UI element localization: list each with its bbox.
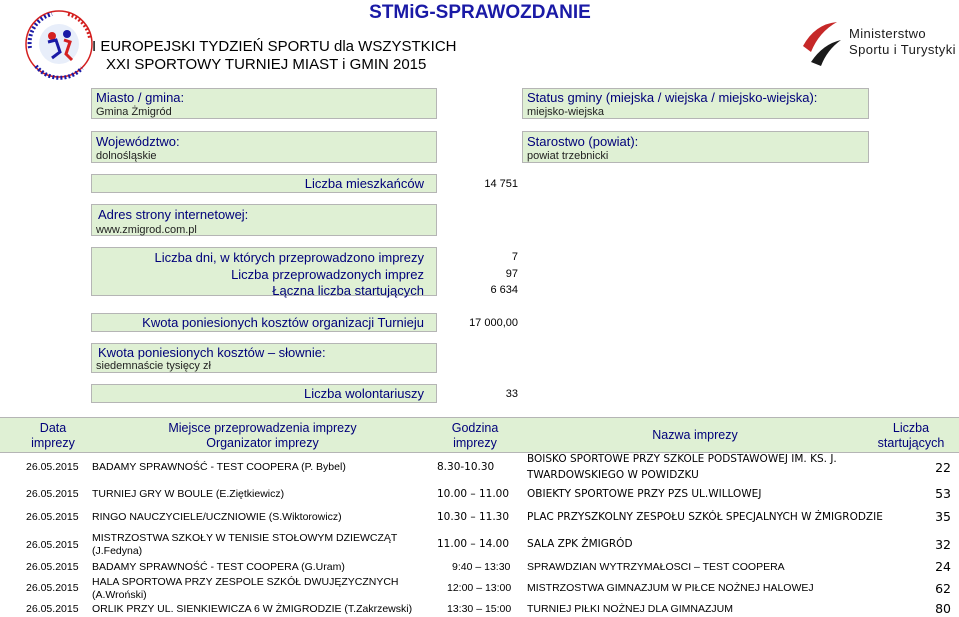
ministry-name-line1: Ministerstwo [849,26,927,41]
cost-box [91,313,437,332]
row-count: 24 [935,559,951,574]
population-label: Liczba mieszkańców [304,176,424,191]
county-label: Starostwo (powiat): [527,134,639,149]
cost-value: 17 000,00 [469,317,518,329]
participants-label: Łączna liczba startujących [272,283,424,298]
row-place: RINGO NAUCZYCIELE/UCZNIOWIE (S.Wiktorowicz) [92,511,342,523]
status-box [522,88,869,119]
cost-label: Kwota poniesionych kosztów organizacji Turnieju [142,315,424,330]
col-name-header: Nazwa imprezy [652,428,738,442]
volunteers-value: 33 [505,388,518,400]
row-place-line2: (A.Wroński) [92,589,147,601]
row-name: TURNIEJ PIŁKI NOŻNEJ DLA GIMNAZJUM [527,603,733,615]
row-date: 26.05.2015 [26,461,79,473]
row-date: 26.05.2015 [26,582,79,594]
col-place-header: Miejsce przeprowadzenia imprezy Organizator imprezy [168,421,357,450]
row-date: 26.05.2015 [26,603,79,615]
event-subtitle: XXI SPORTOWY TURNIEJ MIAST i GMIN 2015 [106,56,427,73]
population-value: 14 751 [484,178,518,190]
col-date-header: Data imprezy [31,421,75,450]
voivodeship-box [91,131,437,163]
volunteers-box [91,384,437,403]
status-label: Status gminy (miejska / wiejska / miejsko-wiejska): [527,90,818,105]
row-name: SPRAWDZIAN WYTRZYMAŁOSCI – TEST COOPERA [527,561,785,573]
row-name: SALA ZPK ŻMIGRÓD [527,538,633,550]
row-place: TURNIEJ GRY W BOULE (E.Ziętkiewicz) [92,488,285,500]
days-label: Liczba dni, w których przeprowadzono imprezy [154,250,424,265]
website-box [91,204,437,236]
row-place: BADAMY SPRAWNOŚĆ - TEST COOPERA (P. Bybel) [92,461,346,473]
events-table-header [0,417,959,453]
ministry-logo [797,18,957,68]
status-value: miejsko-wiejska [527,106,605,118]
city-value: Gmina Żmigród [96,106,172,118]
row-count: 32 [935,537,951,552]
row-count: 80 [935,601,951,616]
row-time: 13:30 – 15:00 [447,603,512,615]
row-name: BOISKO SPORTOWE PRZY SZKOLE PODSTAWOWEJ IM. KS. J. [527,453,837,465]
row-time: 10.00 – 11.00 [437,488,510,500]
county-value: powiat trzebnicki [527,150,609,162]
population-box [91,174,437,193]
events-value: 97 [505,268,518,280]
days-value: 7 [511,251,518,263]
row-time: 10.30 – 11.30 [437,511,510,523]
row-name-line2: TWARDOWSKIEGO W POWIDZKU [527,469,699,481]
row-time: 8.30-10.30 [437,461,495,473]
event-title: I EUROPEJSKI TYDZIEŃ SPORTU dla WSZYSTKICH [92,38,457,55]
row-name: OBIEKTY SPORTOWE PRZY PZS UL.WILLOWEJ [527,488,762,500]
col-time-header: Godzina imprezy [451,421,499,450]
website-value[interactable]: www.zmigrod.com.pl [96,224,197,236]
col-count-header: Liczba startujących [877,421,945,450]
row-count: 35 [935,509,951,524]
federation-logo-icon [22,8,96,80]
row-date: 26.05.2015 [26,488,79,500]
voivodeship-value: dolnośląskie [96,150,157,162]
row-place: ORLIK PRZY UL. SIENKIEWICZA 6 W ŻMIGRODZIE (T.Zakrzewski) [92,603,413,615]
participants-value: 6 634 [490,284,518,296]
cost-words-box [91,343,437,373]
stats-box [91,247,437,296]
events-label: Liczba przeprowadzonych imprez [231,267,424,282]
volunteers-label: Liczba wolontariuszy [304,386,424,401]
row-count: 22 [935,460,951,475]
cost-words-label: Kwota poniesionych kosztów – słownie: [98,345,326,360]
row-place-line2: (J.Fedyna) [92,545,143,557]
row-place: HALA SPORTOWA PRZY ZESPOLE SZKÓŁ DWUJĘZYCZNYCH [92,576,399,588]
row-count: 53 [935,486,951,501]
ministry-name-line2: Sportu i Turystyki [849,42,956,57]
row-date: 26.05.2015 [26,539,79,551]
row-place: MISTRZOSTWA SZKOŁY W TENISIE STOŁOWYM DZIEWCZĄT [92,532,398,544]
voivodeship-label: Województwo: [96,134,180,149]
row-name: MISTRZOSTWA GIMNAZJUM W PIŁCE NOŻNEJ HALOWEJ [527,582,814,594]
county-box [522,131,869,163]
row-time: 11.00 – 14.00 [437,538,510,550]
row-count: 62 [935,581,951,596]
row-name: PLAC PRZYSZKOLNY ZESPOŁU SZKÓŁ SPECJALNYCH W ŻMIGRODZIE [527,511,883,523]
row-date: 26.05.2015 [26,511,79,523]
website-label: Adres strony internetowej: [98,207,249,222]
report-title: STMiG-SPRAWOZDANIE [369,2,591,23]
city-label: Miasto / gmina: [96,90,185,105]
row-time: 12:00 – 13:00 [447,582,512,594]
ministry-emblem-icon [797,18,845,68]
cost-words-value: siedemnaście tysięcy zł [96,360,211,372]
city-box [91,88,437,119]
row-time: 9:40 – 13:30 [452,561,511,573]
row-place: BADAMY SPRAWNOŚĆ - TEST COOPERA (G.Uram) [92,561,345,573]
row-date: 26.05.2015 [26,561,79,573]
